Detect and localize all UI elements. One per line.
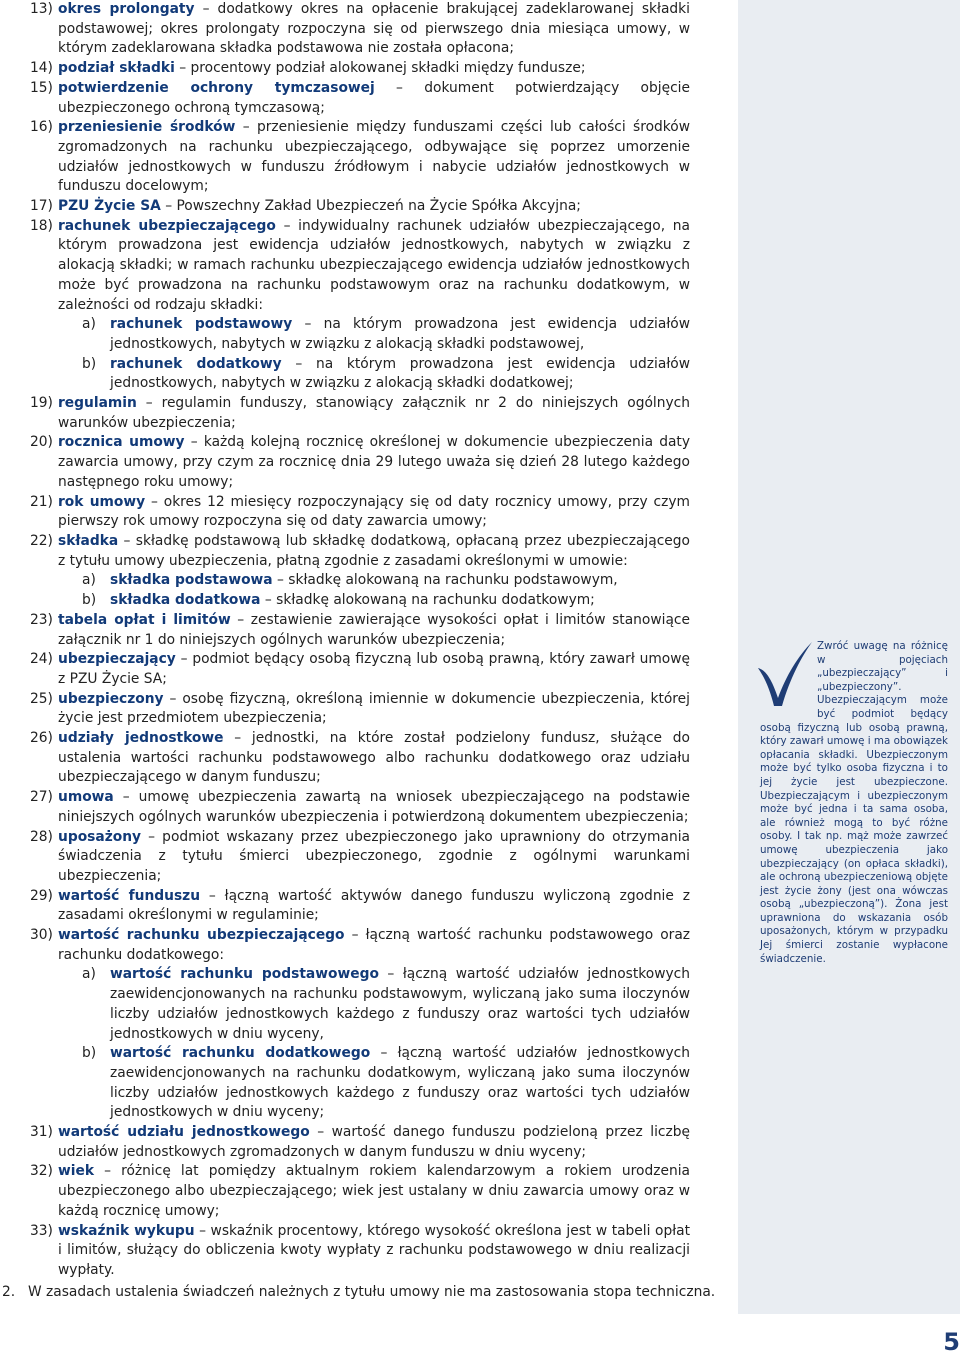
sidebar — [738, 0, 960, 1314]
definition-number: 27) — [30, 789, 53, 806]
sub-definition-letter: b) — [82, 355, 97, 372]
sub-definition-text: – na którym prowadzona jest ewidencja udziałów jednostkowych, nabytych w związku z alokacją składki podstawowej, — [110, 316, 690, 352]
definition-number: 18) — [30, 217, 53, 234]
definition-number: 29) — [30, 887, 53, 904]
definition-list — [30, 0, 690, 1281]
definition-number: 14) — [30, 60, 53, 77]
definition-text: – różnicę lat pomiędzy aktualnym rokiem kalendarzowym a rokiem urodzenia ubezpieczonego albo ubezpieczającego; wiek jest ustalany w dniu zawarcia umowy oraz w każdą rocznicę umowy; — [58, 1163, 690, 1219]
definition-number: 30) — [30, 927, 53, 944]
main-item-number: 2. — [2, 1284, 16, 1300]
definition-text: – jednostki, na które został podzielony fundusz, służące do ustalenia wartości rachunku podstawowego albo rachunku dodatkowego oraz udziału ubezpieczającego w danym funduszu; — [58, 730, 690, 786]
sub-definition-text: – łączną wartość udziałów jednostkowych zaewidencjonowanych na rachunku podstawowym, wyliczaną jako suma iloczynów liczby udziałów jednostkowych każdego z funduszy oraz wartości tych udziałów jednostkowych w dniu wyceny, — [110, 966, 690, 1042]
sub-definition-item — [58, 315, 690, 354]
sub-definition-list — [58, 965, 690, 1123]
definition-term: przeniesienie środków — [58, 119, 236, 136]
sub-definition-text: – łączną wartość udziałów jednostkowych zaewidencjonowanych na rachunku dodatkowym, wyliczaną jako suma iloczynów liczby udziałów jednostkowych każdego z funduszy oraz wartości tych udziałów jednostkowych w dniu wyceny; — [110, 1045, 690, 1121]
definition-term: wskaźnik wykupu — [58, 1222, 195, 1239]
definition-number: 13) — [30, 1, 53, 17]
definition-number: 20) — [30, 434, 53, 451]
definition-text: – łączną wartość rachunku podstawowego oraz rachunku dodatkowego: — [58, 927, 691, 963]
definition-text: – składkę podstawową lub składkę dodatkową, opłacaną przez ubezpieczającego z tytułu umowy ubezpieczenia, płatną zgodnie z zasadami określonymi w umowie: — [58, 532, 690, 569]
main-list-item-2 — [2, 1283, 718, 1303]
definition-text: – podmiot wskazany przez ubezpieczonego jako uprawniony do otrzymania świadczenia z tytułu śmierci ubezpieczonego, zgodnie z ogólnymi warunkami ubezpieczenia; — [58, 828, 690, 884]
definition-item — [30, 828, 690, 887]
definition-item — [30, 59, 690, 79]
definition-term: rachunek ubezpieczającego — [58, 217, 276, 234]
sub-definition-text: – składkę alokowaną na rachunku dodatkowym; — [260, 592, 595, 609]
definition-item — [30, 532, 690, 611]
definition-text: – łączną wartość aktywów danego funduszu wyliczoną zgodnie z zasadami określonymi w regulaminie; — [58, 887, 690, 924]
definition-number: 22) — [30, 532, 53, 549]
definition-item — [30, 433, 690, 492]
definition-text: – zestawienie zawierające wysokości opłat i limitów stanowiące załącznik nr 1 do niniejszych ogólnych warunków ubezpieczenia; — [58, 611, 690, 648]
definition-item — [30, 690, 690, 729]
sub-definition-list — [58, 315, 690, 394]
definition-term: wartość rachunku ubezpieczającego — [58, 927, 345, 944]
definition-number: 23) — [30, 611, 53, 628]
definition-item — [30, 217, 690, 394]
definition-text: – przeniesienie między funduszami części lub całości środków zgromadzonych na rachunku ubezpieczającego, odbywające się poprzez umorzenie udziałów jednostkowych w funduszu źródłowym i nabycie udziałów jednostkowych w funduszu docelowym; — [58, 119, 691, 195]
definition-term: ubezpieczający — [58, 651, 176, 668]
definition-number: 32) — [30, 1163, 53, 1180]
definition-text: – dodatkowy okres na opłacenie brakującej zadeklarowanej składki podstawowej; okres prolongaty rozpoczyna się od pierwszego dnia miesiąca umowy, w którym zadeklarowana składka podstawowa nie została opłacona; — [58, 1, 690, 57]
definition-text: – Powszechny Zakład Ubezpieczeń na Życie Spółka Akcyjna; — [160, 198, 581, 215]
sub-definition-letter: a) — [82, 572, 96, 589]
definition-text: – każdą kolejną rocznicę określonej w dokumencie ubezpieczenia daty zawarcia umowy, przy czym za rocznicę dnia 29 lutego uważa się dzień 28 lutego każdego następnego roku umowy; — [58, 434, 690, 490]
definition-item — [30, 611, 690, 650]
definition-item — [30, 197, 690, 217]
checkmark-icon — [756, 640, 814, 708]
definition-number: 24) — [30, 651, 53, 668]
definition-item — [30, 926, 690, 1123]
definition-number: 19) — [30, 395, 53, 412]
definition-number: 33) — [30, 1222, 53, 1239]
definition-text: – procentowy podział alokowanej składki między fundusze; — [174, 60, 586, 77]
definition-item — [30, 1222, 690, 1281]
sub-definition-letter: b) — [82, 592, 97, 609]
definition-number: 21) — [30, 493, 53, 510]
sub-definition-item — [58, 355, 690, 394]
sub-definition-term: składka dodatkowa — [110, 592, 261, 609]
definition-number: 17) — [30, 198, 53, 215]
definition-text: – dokument potwierdzający objęcie ubezpieczonego ochroną tymczasową; — [58, 79, 690, 116]
definition-text: – regulamin funduszy, stanowiący załącznik nr 2 do niniejszych ogólnych warunków ubezpieczenia; — [58, 395, 690, 431]
definition-number: 26) — [30, 730, 53, 747]
sub-definition-term: wartość rachunku podstawowego — [110, 966, 379, 983]
definition-term: udziały jednostkowe — [58, 730, 224, 747]
definition-text: – okres 12 miesięcy rozpoczynający się od daty rocznicy umowy, przy czym pierwszy rok umowy rozpoczyna się od daty zawarcia umowy; — [58, 493, 690, 530]
definition-number: 25) — [30, 690, 53, 707]
sub-definition-text: – na którym prowadzona jest ewidencja udziałów jednostkowych, nabytych w związku z alokacją składki dodatkowej; — [110, 355, 690, 392]
definition-term: wartość udziału jednostkowego — [58, 1124, 310, 1141]
sub-definition-letter: a) — [82, 966, 96, 983]
sub-definition-list — [58, 571, 690, 610]
sub-definition-term: wartość rachunku dodatkowego — [110, 1045, 371, 1062]
sidebar-note — [760, 640, 948, 966]
definition-item — [30, 729, 690, 788]
definition-term: wiek — [58, 1163, 95, 1180]
definition-item — [30, 650, 690, 689]
definition-item — [30, 887, 690, 926]
sub-definition-item — [58, 1044, 690, 1123]
definition-term: rok umowy — [58, 493, 146, 510]
definition-number: 15) — [30, 79, 53, 96]
definition-term: uposażony — [58, 828, 142, 845]
sub-definition-letter: b) — [82, 1045, 97, 1062]
sub-definition-text: – składkę alokowaną na rachunku podstawowym, — [272, 572, 618, 589]
definition-item — [30, 493, 690, 532]
definition-term: potwierdzenie ochrony tymczasowej — [58, 79, 375, 96]
definition-item — [30, 0, 690, 59]
sub-definition-letter: a) — [82, 316, 96, 333]
definition-text: – wartość danego funduszu podzieloną przez liczbę udziałów jednostkowych zgromadzonych w danym funduszu w dniu wyceny; — [58, 1124, 690, 1160]
definition-text: – osobę fizyczną, określoną imiennie w dokumencie ubezpieczenia, której życie jest przedmiotem ubezpieczenia; — [58, 690, 690, 727]
definition-text: – indywidualny rachunek udziałów ubezpieczającego, na którym prowadzona jest ewidencja udziałów jednostkowych, nabytych w związku z alokacją składki; w ramach rachunku ubezpieczającego ewidencja udziałów jednostkowych może być prowadzona na rachunku podstawowym oraz na rachunku dodatkowym, w zależności od rodzaju składki: — [58, 217, 691, 313]
definition-text: – wskaźnik procentowy, którego wysokość określona jest w tabeli opłat i limitów, służący do obliczenia kwoty wypłaty z rachunku podstawowego w dniu realizacji wypłaty. — [58, 1222, 690, 1278]
definition-item — [30, 788, 690, 827]
definition-term: składka — [58, 532, 119, 549]
main-item-text: W zasadach ustalenia świadczeń należnych z tytułu umowy nie ma zastosowania stopa techniczna. — [28, 1284, 716, 1300]
definition-term: ubezpieczony — [58, 690, 164, 707]
definition-term: okres prolongaty — [58, 1, 195, 17]
sub-definition-term: rachunek podstawowy — [110, 316, 293, 333]
definition-term: PZU Życie SA — [58, 198, 161, 215]
definition-text: – podmiot będący osobą fizyczną lub osobą prawną, który zawarł umowę z PZU Życie SA; — [58, 651, 690, 687]
definition-item — [30, 1123, 690, 1162]
definition-term: regulamin — [58, 395, 137, 412]
sub-definition-term: składka podstawowa — [110, 572, 273, 589]
definition-term: tabela opłat i limitów — [58, 611, 231, 628]
sidebar-note-text: Zwróć uwagę na różnicę w pojęciach „ubezpieczający” i „ubezpieczony”. Ubezpieczającym może być podmiot będący osobą fizyczną lub osobą prawną, który zawarł umowę i ma obowiązek opłacania składki. Ubezpieczonym może być tylko osoba fizyczna i to jej życie jest ubezpieczone. Ubezpieczającym i ubezpieczonym może być jedna i ta sama osoba, ale również mogą to być różne osoby. I tak np. mąż może zawrzeć umowę ubezpieczenia jako ubezpieczający (on opłaca składki), ale ochroną ubezpieczeniową objęte jest życie żony (jest ona wówczas osobą „ubezpieczoną”). Żona jest uprawniona do wskazania osób uposażonych, którym w przypadku Jej śmierci zostanie wypłacone świadczenie. — [760, 640, 948, 965]
definition-number: 31) — [30, 1124, 53, 1141]
definition-term: umowa — [58, 789, 114, 806]
definition-term: podział składki — [58, 60, 175, 77]
definition-item — [30, 79, 690, 118]
definition-item — [30, 1162, 690, 1221]
sub-definition-term: rachunek dodatkowy — [110, 355, 282, 372]
definition-number: 28) — [30, 828, 53, 845]
definition-item — [30, 118, 690, 197]
definition-item — [30, 394, 690, 433]
definition-text: – umowę ubezpieczenia zawartą na wniosek ubezpieczającego na podstawie niniejszych ogólnych warunków ubezpieczenia i potwierdzoną dokumentem ubezpieczenia; — [58, 789, 690, 825]
definition-term: wartość funduszu — [58, 887, 201, 904]
sub-definition-item — [58, 571, 690, 591]
page-number: 5 — [943, 1328, 960, 1356]
definition-number: 16) — [30, 119, 53, 136]
sub-definition-item — [58, 965, 690, 1044]
sub-definition-item — [58, 591, 690, 611]
definition-term: rocznica umowy — [58, 434, 185, 451]
